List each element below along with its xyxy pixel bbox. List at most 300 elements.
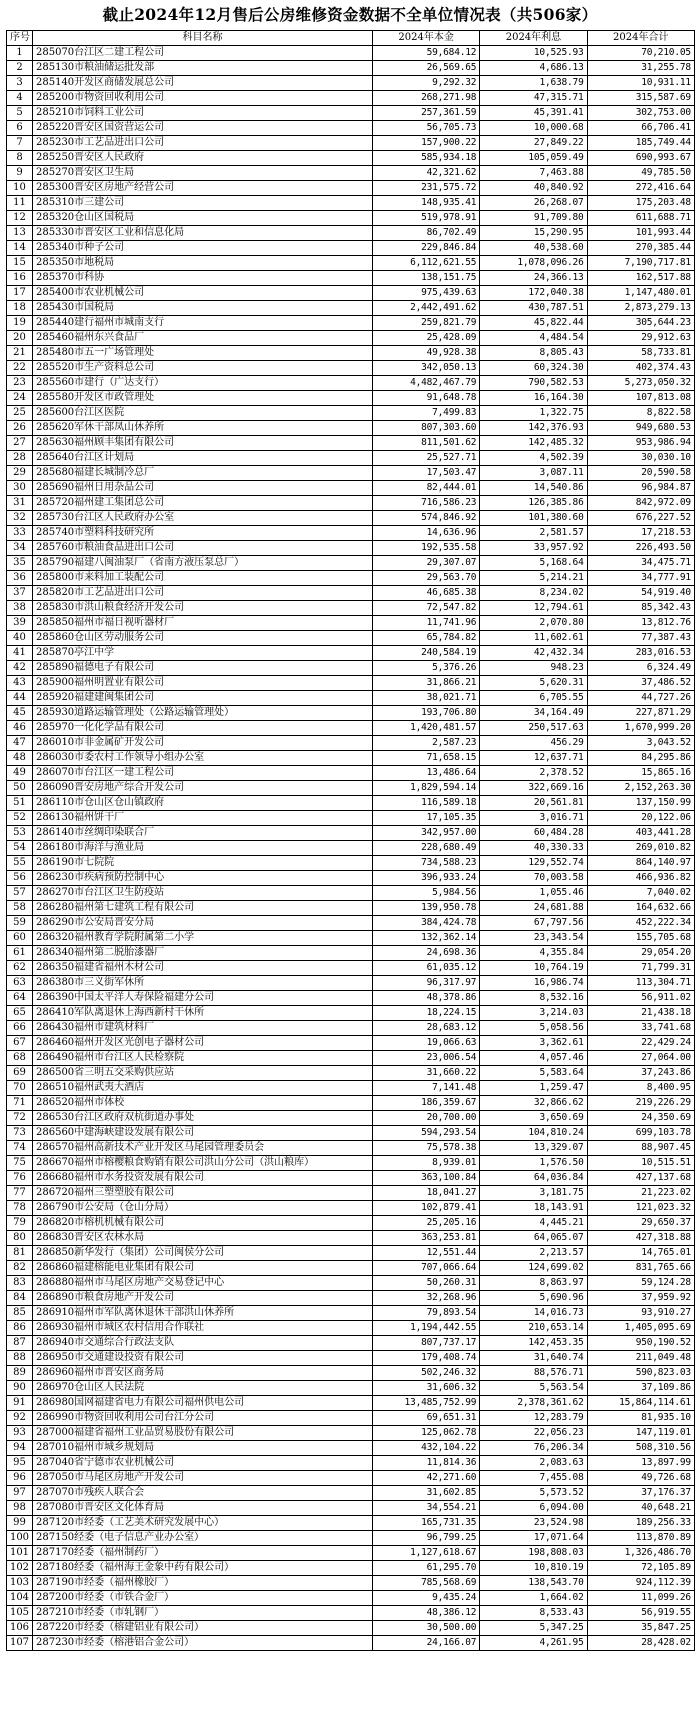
row-index: 6 — [7, 121, 33, 136]
total-value: 2,152,263.30 — [587, 781, 694, 796]
account-name: 286110市仓山区仓山镇政府 — [33, 796, 373, 811]
table-row — [7, 751, 695, 766]
total-value: 452,222.34 — [587, 916, 694, 931]
table-row — [7, 1111, 695, 1126]
account-name: 286140市丝绸印染联合厂 — [33, 826, 373, 841]
interest-value: 8,533.43 — [480, 1606, 587, 1621]
table-row — [7, 76, 695, 91]
account-name: 285850福州市福日视听器材厂 — [33, 616, 373, 631]
principal-value: 116,589.18 — [373, 796, 480, 811]
row-index: 71 — [7, 1096, 33, 1111]
table-row — [7, 886, 695, 901]
table-row — [7, 661, 695, 676]
table-row — [7, 1351, 695, 1366]
table-row — [7, 1306, 695, 1321]
table-row — [7, 421, 695, 436]
principal-value: 75,578.38 — [373, 1141, 480, 1156]
principal-value: 31,606.32 — [373, 1381, 480, 1396]
total-value: 508,310.56 — [587, 1441, 694, 1456]
account-name: 286950市交通建设投资有限公司 — [33, 1351, 373, 1366]
principal-value: 29,563.70 — [373, 571, 480, 586]
row-index: 77 — [7, 1186, 33, 1201]
row-index: 24 — [7, 391, 33, 406]
row-index: 43 — [7, 676, 33, 691]
account-name: 286980国网福建省电力有限公司福州供电公司 — [33, 1396, 373, 1411]
account-name: 287150经委（电子信息产业办公室） — [33, 1531, 373, 1546]
row-index: 5 — [7, 106, 33, 121]
total-value: 7,040.02 — [587, 886, 694, 901]
total-value: 272,416.64 — [587, 181, 694, 196]
principal-value: 34,554.21 — [373, 1501, 480, 1516]
table-row — [7, 916, 695, 931]
total-value: 11,099.26 — [587, 1591, 694, 1606]
interest-value: 948.23 — [480, 661, 587, 676]
total-value: 226,493.50 — [587, 541, 694, 556]
table-row — [7, 1216, 695, 1231]
principal-value: 65,784.82 — [373, 631, 480, 646]
account-name: 286280福州第七建筑工程有限公司 — [33, 901, 373, 916]
row-index: 63 — [7, 976, 33, 991]
principal-value: 11,741.96 — [373, 616, 480, 631]
header-principal: 2024年本金 — [373, 31, 480, 46]
row-index: 90 — [7, 1381, 33, 1396]
principal-value: 5,984.56 — [373, 886, 480, 901]
principal-value: 96,317.97 — [373, 976, 480, 991]
account-name: 285300晋安区房地产经营公司 — [33, 181, 373, 196]
interest-value: 172,040.38 — [480, 286, 587, 301]
principal-value: 20,700.00 — [373, 1111, 480, 1126]
row-index: 65 — [7, 1006, 33, 1021]
table-row — [7, 1156, 695, 1171]
table-row — [7, 361, 695, 376]
row-index: 80 — [7, 1231, 33, 1246]
table-row — [7, 601, 695, 616]
row-index: 14 — [7, 241, 33, 256]
total-value: 924,112.39 — [587, 1576, 694, 1591]
table-row — [7, 1231, 695, 1246]
row-index: 83 — [7, 1276, 33, 1291]
principal-value: 363,100.84 — [373, 1171, 480, 1186]
table-row — [7, 286, 695, 301]
principal-value: 785,568.69 — [373, 1576, 480, 1591]
total-value: 21,223.02 — [587, 1186, 694, 1201]
total-value: 20,122.06 — [587, 811, 694, 826]
table-row — [7, 721, 695, 736]
row-index: 55 — [7, 856, 33, 871]
interest-value: 2,213.57 — [480, 1246, 587, 1261]
table-row — [7, 766, 695, 781]
table-row — [7, 496, 695, 511]
interest-value: 5,214.21 — [480, 571, 587, 586]
principal-value: 165,731.35 — [373, 1516, 480, 1531]
interest-value: 1,259.47 — [480, 1081, 587, 1096]
header-row — [7, 31, 695, 46]
principal-value: 31,602.85 — [373, 1486, 480, 1501]
total-value: 85,342.43 — [587, 601, 694, 616]
principal-value: 231,575.72 — [373, 181, 480, 196]
interest-value: 1,638.79 — [480, 76, 587, 91]
table-row — [7, 256, 695, 271]
table-row — [7, 1486, 695, 1501]
row-index: 68 — [7, 1051, 33, 1066]
interest-value: 3,087.11 — [480, 466, 587, 481]
interest-value: 456.29 — [480, 736, 587, 751]
account-name: 286380市三义街军休所 — [33, 976, 373, 991]
total-value: 6,324.49 — [587, 661, 694, 676]
account-name: 285900福州明置业有限公司 — [33, 676, 373, 691]
interest-value: 16,986.74 — [480, 976, 587, 991]
total-value: 211,049.48 — [587, 1351, 694, 1366]
row-index: 76 — [7, 1171, 33, 1186]
interest-value: 1,576.50 — [480, 1156, 587, 1171]
total-value: 147,119.01 — [587, 1426, 694, 1441]
principal-value: 42,271.60 — [373, 1471, 480, 1486]
account-name: 285070台江区二建工程公司 — [33, 46, 373, 61]
total-value: 40,648.21 — [587, 1501, 694, 1516]
row-index: 72 — [7, 1111, 33, 1126]
table-row — [7, 406, 695, 421]
row-index: 47 — [7, 736, 33, 751]
account-name: 285320仓山区国税局 — [33, 211, 373, 226]
interest-value: 91,709.80 — [480, 211, 587, 226]
interest-value: 5,620.31 — [480, 676, 587, 691]
row-index: 70 — [7, 1081, 33, 1096]
principal-value: 7,499.83 — [373, 406, 480, 421]
header-index: 序号 — [7, 31, 33, 46]
table-row — [7, 151, 695, 166]
row-index: 93 — [7, 1426, 33, 1441]
interest-value: 3,181.75 — [480, 1186, 587, 1201]
account-name: 285200市物资回收利用公司 — [33, 91, 373, 106]
row-index: 94 — [7, 1441, 33, 1456]
account-name: 286230市疾病预防控制中心 — [33, 871, 373, 886]
row-index: 7 — [7, 136, 33, 151]
principal-value: 59,684.12 — [373, 46, 480, 61]
account-name: 286090晋安房地产综合开发公司 — [33, 781, 373, 796]
interest-value: 10,764.19 — [480, 961, 587, 976]
principal-value: 9,292.32 — [373, 76, 480, 91]
account-name: 286010市非金属矿开发公司 — [33, 736, 373, 751]
account-name: 285830市洪山粮食经济开发公司 — [33, 601, 373, 616]
total-value: 611,688.71 — [587, 211, 694, 226]
principal-value: 138,151.75 — [373, 271, 480, 286]
principal-value: 519,978.91 — [373, 211, 480, 226]
interest-value: 430,787.51 — [480, 301, 587, 316]
interest-value: 2,378.52 — [480, 766, 587, 781]
table-row — [7, 901, 695, 916]
interest-value: 124,699.02 — [480, 1261, 587, 1276]
total-value: 2,873,279.13 — [587, 301, 694, 316]
interest-value: 138,543.70 — [480, 1576, 587, 1591]
principal-value: 25,527.71 — [373, 451, 480, 466]
interest-value: 12,637.71 — [480, 751, 587, 766]
interest-value: 60,484.28 — [480, 826, 587, 841]
interest-value: 5,573.52 — [480, 1486, 587, 1501]
table-row — [7, 436, 695, 451]
interest-value: 1,322.75 — [480, 406, 587, 421]
total-value: 17,218.53 — [587, 526, 694, 541]
principal-value: 96,799.25 — [373, 1531, 480, 1546]
table-row — [7, 526, 695, 541]
interest-value: 1,664.02 — [480, 1591, 587, 1606]
row-index: 78 — [7, 1201, 33, 1216]
account-name: 285250晋安区人民政府 — [33, 151, 373, 166]
row-index: 10 — [7, 181, 33, 196]
total-value: 14,765.01 — [587, 1246, 694, 1261]
interest-value: 5,058.56 — [480, 1021, 587, 1036]
account-name: 285970一化化学品有限公司 — [33, 721, 373, 736]
total-value: 949,680.53 — [587, 421, 694, 436]
account-name: 285560市建行（广达支行） — [33, 376, 373, 391]
principal-value: 807,737.17 — [373, 1336, 480, 1351]
principal-value: 228,680.49 — [373, 841, 480, 856]
row-index: 88 — [7, 1351, 33, 1366]
table-row — [7, 511, 695, 526]
principal-value: 19,066.63 — [373, 1036, 480, 1051]
table-row — [7, 1516, 695, 1531]
interest-value: 8,532.16 — [480, 991, 587, 1006]
table-row — [7, 1276, 695, 1291]
principal-value: 259,821.79 — [373, 316, 480, 331]
header-interest: 2024年利息 — [480, 31, 587, 46]
interest-value: 5,168.64 — [480, 556, 587, 571]
interest-value: 4,445.21 — [480, 1216, 587, 1231]
table-row — [7, 1201, 695, 1216]
account-name: 287010福州市城乡规划局 — [33, 1441, 373, 1456]
interest-value: 7,463.88 — [480, 166, 587, 181]
principal-value: 811,501.62 — [373, 436, 480, 451]
account-name: 286290市公安局晋安分局 — [33, 916, 373, 931]
total-value: 270,385.44 — [587, 241, 694, 256]
account-name: 287210市经委（市轧钢厂） — [33, 1606, 373, 1621]
table-row — [7, 1561, 695, 1576]
table-row — [7, 1411, 695, 1426]
row-index: 85 — [7, 1306, 33, 1321]
table-row — [7, 556, 695, 571]
table-row — [7, 796, 695, 811]
row-index: 97 — [7, 1486, 33, 1501]
total-value: 13,812.76 — [587, 616, 694, 631]
principal-value: 29,307.07 — [373, 556, 480, 571]
row-index: 3 — [7, 76, 33, 91]
interest-value: 88,576.71 — [480, 1366, 587, 1381]
principal-value: 8,939.01 — [373, 1156, 480, 1171]
principal-value: 61,035.12 — [373, 961, 480, 976]
principal-value: 257,361.59 — [373, 106, 480, 121]
principal-value: 229,846.84 — [373, 241, 480, 256]
interest-value: 6,094.00 — [480, 1501, 587, 1516]
table-row — [7, 136, 695, 151]
row-index: 50 — [7, 781, 33, 796]
account-name: 286680福州市水务投资发展有限公司 — [33, 1171, 373, 1186]
account-name: 285690福州日用杂品公司 — [33, 481, 373, 496]
account-name: 286880福州市马尾区房地产交易登记中心 — [33, 1276, 373, 1291]
interest-value: 5,583.64 — [480, 1066, 587, 1081]
total-value: 950,190.52 — [587, 1336, 694, 1351]
total-value: 121,023.32 — [587, 1201, 694, 1216]
table-row — [7, 241, 695, 256]
principal-value: 1,829,594.14 — [373, 781, 480, 796]
interest-value: 105,059.49 — [480, 151, 587, 166]
table-row — [7, 856, 695, 871]
interest-value: 40,538.60 — [480, 241, 587, 256]
account-name: 285890福德电子有限公司 — [33, 661, 373, 676]
table-row — [7, 1021, 695, 1036]
table-row — [7, 646, 695, 661]
interest-value: 70,003.58 — [480, 871, 587, 886]
total-value: 302,753.00 — [587, 106, 694, 121]
account-name: 286190市七院院 — [33, 856, 373, 871]
table-row — [7, 1471, 695, 1486]
total-value: 831,765.66 — [587, 1261, 694, 1276]
total-value: 402,374.43 — [587, 361, 694, 376]
table-row — [7, 346, 695, 361]
account-name: 286340福州第二脱胎漆器厂 — [33, 946, 373, 961]
interest-value: 4,057.46 — [480, 1051, 587, 1066]
account-name: 287230市经委（榕港铝合金公司） — [33, 1636, 373, 1651]
account-name: 286070市台江区一建工程公司 — [33, 766, 373, 781]
row-index: 56 — [7, 871, 33, 886]
account-name: 285460福州东兴食品厂 — [33, 331, 373, 346]
row-index: 20 — [7, 331, 33, 346]
account-name: 286270市台江区卫生防疫站 — [33, 886, 373, 901]
row-index: 66 — [7, 1021, 33, 1036]
account-name: 286490福州市台江区人民检察院 — [33, 1051, 373, 1066]
row-index: 46 — [7, 721, 33, 736]
principal-value: 42,321.62 — [373, 166, 480, 181]
interest-value: 3,650.69 — [480, 1111, 587, 1126]
total-value: 175,203.48 — [587, 196, 694, 211]
account-name: 285720福州建工集团总公司 — [33, 496, 373, 511]
table-row — [7, 1291, 695, 1306]
row-index: 4 — [7, 91, 33, 106]
total-value: 29,912.63 — [587, 331, 694, 346]
account-name: 286130福州饼干厂 — [33, 811, 373, 826]
row-index: 100 — [7, 1531, 33, 1546]
table-row — [7, 301, 695, 316]
principal-value: 193,706.80 — [373, 706, 480, 721]
account-name: 285340市种子公司 — [33, 241, 373, 256]
interest-value: 4,261.95 — [480, 1636, 587, 1651]
interest-value: 1,055.46 — [480, 886, 587, 901]
row-index: 82 — [7, 1261, 33, 1276]
interest-value: 14,016.73 — [480, 1306, 587, 1321]
total-value: 113,870.89 — [587, 1531, 694, 1546]
row-index: 62 — [7, 961, 33, 976]
interest-value: 10,000.68 — [480, 121, 587, 136]
principal-value: 82,444.01 — [373, 481, 480, 496]
account-name: 286390中国太平洋人寿保险福建分公司 — [33, 991, 373, 1006]
principal-value: 13,486.64 — [373, 766, 480, 781]
total-value: 8,400.95 — [587, 1081, 694, 1096]
row-index: 89 — [7, 1366, 33, 1381]
account-name: 286790市公安局（仓山分局） — [33, 1201, 373, 1216]
account-name: 286500省三明五交采购供应站 — [33, 1066, 373, 1081]
interest-value: 22,056.23 — [480, 1426, 587, 1441]
interest-value: 2,083.63 — [480, 1456, 587, 1471]
total-value: 96,984.87 — [587, 481, 694, 496]
table-row — [7, 1096, 695, 1111]
principal-value: 2,587.23 — [373, 736, 480, 751]
table-row — [7, 391, 695, 406]
interest-value: 5,347.25 — [480, 1621, 587, 1636]
interest-value: 142,485.32 — [480, 436, 587, 451]
account-name: 285930道路运输管理处（公路运输管理处） — [33, 706, 373, 721]
interest-value: 40,840.92 — [480, 181, 587, 196]
interest-value: 24,681.88 — [480, 901, 587, 916]
account-name: 287000福建省福州工业品贸易股份有限公司 — [33, 1426, 373, 1441]
interest-value: 1,078,096.26 — [480, 256, 587, 271]
row-index: 22 — [7, 361, 33, 376]
account-name: 287220市经委（榕建铝业有限公司） — [33, 1621, 373, 1636]
row-index: 79 — [7, 1216, 33, 1231]
table-row — [7, 871, 695, 886]
total-value: 37,486.52 — [587, 676, 694, 691]
total-value: 84,295.86 — [587, 751, 694, 766]
interest-value: 4,686.13 — [480, 61, 587, 76]
table-row — [7, 1606, 695, 1621]
table-row — [7, 1171, 695, 1186]
total-value: 1,405,095.69 — [587, 1321, 694, 1336]
total-value: 15,864,114.61 — [587, 1396, 694, 1411]
total-value: 31,255.78 — [587, 61, 694, 76]
interest-value: 33,957.92 — [480, 541, 587, 556]
table-row — [7, 61, 695, 76]
row-index: 39 — [7, 616, 33, 631]
account-name: 286670福州市榕樱粮食购销有限公司洪山分公司（洪山粮库） — [33, 1156, 373, 1171]
table-row — [7, 181, 695, 196]
account-name: 285440建行福州市城南支行 — [33, 316, 373, 331]
principal-value: 24,166.07 — [373, 1636, 480, 1651]
principal-value: 13,485,752.99 — [373, 1396, 480, 1411]
principal-value: 91,648.78 — [373, 391, 480, 406]
row-index: 23 — [7, 376, 33, 391]
row-index: 42 — [7, 661, 33, 676]
account-name: 285270晋安区卫生局 — [33, 166, 373, 181]
total-value: 466,936.82 — [587, 871, 694, 886]
row-index: 73 — [7, 1126, 33, 1141]
table-row — [7, 196, 695, 211]
table-row — [7, 841, 695, 856]
account-name: 285480市五一广场管理处 — [33, 346, 373, 361]
table-row — [7, 586, 695, 601]
total-value: 162,517.88 — [587, 271, 694, 286]
principal-value: 7,141.48 — [373, 1081, 480, 1096]
table-row — [7, 481, 695, 496]
interest-value: 4,355.84 — [480, 946, 587, 961]
table-row — [7, 226, 695, 241]
total-value: 29,054.20 — [587, 946, 694, 961]
table-row — [7, 1426, 695, 1441]
interest-value: 32,866.62 — [480, 1096, 587, 1111]
table-row — [7, 376, 695, 391]
row-index: 9 — [7, 166, 33, 181]
row-index: 75 — [7, 1156, 33, 1171]
principal-value: 342,050.13 — [373, 361, 480, 376]
table-row — [7, 1441, 695, 1456]
interest-value: 104,810.24 — [480, 1126, 587, 1141]
row-index: 26 — [7, 421, 33, 436]
table-row — [7, 826, 695, 841]
account-name: 287190市经委（福州橡胶厂） — [33, 1576, 373, 1591]
interest-value: 47,315.71 — [480, 91, 587, 106]
principal-value: 975,439.63 — [373, 286, 480, 301]
interest-value: 5,563.54 — [480, 1381, 587, 1396]
principal-value: 61,295.70 — [373, 1561, 480, 1576]
row-index: 67 — [7, 1036, 33, 1051]
total-value: 283,016.53 — [587, 646, 694, 661]
table-row — [7, 676, 695, 691]
